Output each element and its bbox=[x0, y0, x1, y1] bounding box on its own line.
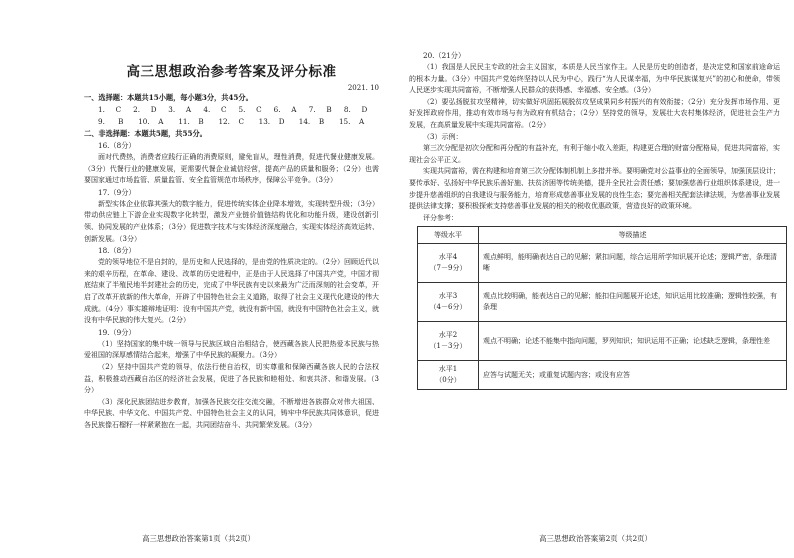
rubric-level-name: 水平1 bbox=[438, 365, 458, 374]
mcq-number: 9. bbox=[98, 117, 105, 126]
rubric-row bbox=[418, 244, 787, 283]
rubric-level-range: （7－9分） bbox=[429, 264, 467, 273]
rubric-intro: 评分参考： bbox=[423, 213, 458, 222]
rubric-level bbox=[418, 283, 479, 322]
rubric-description: 应答与试题无关；或重复试题内容；或没有应答 bbox=[479, 361, 787, 390]
rubric-description: 观点不明确；论述不能集中指向问题，罗列知识；知识运用不正确；论述缺乏逻辑，条理性差 bbox=[479, 322, 787, 361]
mcq-number: 12. bbox=[218, 117, 230, 126]
rubric-level-range: （4－6分） bbox=[429, 303, 467, 312]
mcq-answer: A bbox=[185, 105, 192, 114]
mcq-number: 15. bbox=[338, 117, 351, 126]
mcq-number: 14. bbox=[298, 117, 311, 126]
mcq-number: 13. bbox=[258, 117, 271, 126]
mcq-answer: C bbox=[220, 105, 227, 114]
rubric-level-range: （0分） bbox=[435, 376, 461, 385]
mcq-number: 4. bbox=[203, 105, 211, 114]
rubric-level-name: 水平3 bbox=[438, 292, 458, 301]
question-16-heading: 16.（8分） bbox=[98, 141, 136, 150]
question-18-heading: 18.（8分） bbox=[98, 246, 136, 256]
mcq-number: 7. bbox=[308, 105, 316, 114]
question-20-part-3-label: （3）示例： bbox=[423, 132, 463, 141]
rubric-level bbox=[418, 322, 479, 361]
mcq-answers-row-1 bbox=[84, 104, 379, 116]
question-19-part-3: （3）深化民族团结进步教育，加强各民族交往交流交融，不断增进各族群众对伟大祖国、中华民族、中华文化、中国共产党、中国特色社会主义的认同，铸牢中华民族共同体意识，促进各民族像石榴籽一样紧紧抱在一起，共同团结奋斗、共同繁荣发展。（3分） bbox=[84, 397, 379, 429]
rubric-level bbox=[418, 244, 479, 283]
rubric-header-row bbox=[418, 227, 787, 244]
page-two bbox=[397, 0, 794, 558]
question-20-part-2: （2）要弘扬脱贫攻坚精神，切实做好巩固拓展脱贫攻坚成果同乡村振兴的有效衔接；（2分）充分发挥市场作用、更好发挥政府作用，推动有效市场与有为政府有机结合；（2分）坚持党的领导，发展壮大农村集体经济，促进社会生产力发展，在高质量发展中实现共同富裕。（2分） bbox=[409, 97, 780, 129]
question-18-answer: 党的领导地位不是自封的，是历史和人民选择的，是由党的性质决定的。（2分）回顾近代以来的艰辛历程，在革命、建设、改革的历史进程中，正是由于人民选择了中国共产党，中国才彻底结束了半殖民地半封建社会的历史，完成了中华民族有史以来最为广泛而深刻的社会变革，开启了改革开放新的伟大革命，开辟了中国特色社会主义道路，取得了社会主义现代化建设的伟大成就。（4分）事实雄辩地证明：没有中国共产党，就没有新中国，就没有中国特色社会主义，就没有中华民族的伟大复兴。（2分） bbox=[84, 258, 379, 325]
question-20-example-2: 实现共同富裕，需在构建和培育第三次分配体制机制上多措并举。要明确党对公益事业的全面领导，加强顶层设计；要传承好、弘扬好中华民族乐善好施、扶贫济困等传统美德，提升全民社会责任感；要加强慈善行业组织体系建设，进一步提升慈善组织的自我建设与服务能力，培育形成慈善事业发展的良性生态；要完善相关配套法律法规，为慈善事业发展提供法律支撑；要积极探索支持慈善事业发展的相关的税收优惠政策，营造良好的政策环境。 bbox=[409, 167, 780, 211]
rubric-level-name: 水平2 bbox=[438, 331, 458, 340]
rubric-row bbox=[418, 283, 787, 322]
mcq-answer: B bbox=[326, 105, 332, 114]
mcq-answer: B bbox=[198, 117, 204, 126]
rubric-header-description: 等级描述 bbox=[479, 227, 787, 244]
mcq-number: 8. bbox=[343, 105, 351, 114]
document-title: 高三思想政治参考答案及评分标准 bbox=[126, 64, 337, 80]
section-essay-heading: 二、非选择题：本题共5题，共55分。 bbox=[84, 129, 207, 138]
mcq-answer: B bbox=[318, 117, 325, 126]
rubric-row bbox=[418, 361, 787, 390]
mcq-number: 5. bbox=[238, 105, 246, 114]
question-17-answer: 新型实体企业依靠其强大的数字能力，促进传统实体企业降本增效，实现转型升级；（3分）带动供应链上下游企业实现数字化转型，激发产业链价值链结构优化和功能升级，建设创新引领、协同发展的产业体系；（3分）促进数字技术与实体经济深度融合，实现实体经济高效运转、创新发展。（3分） bbox=[84, 199, 379, 243]
rubric-row bbox=[418, 322, 787, 361]
page-one-footer: 高三思想政治答案第1页（共2页） bbox=[142, 534, 255, 543]
rubric-description: 观点比较明确，能表达自己的见解；能扣住问题展开论述，知识运用比较准确；逻辑性较强，有条理 bbox=[479, 283, 787, 322]
mcq-number: 6. bbox=[273, 105, 281, 114]
mcq-answer: C bbox=[115, 105, 122, 114]
mcq-answer: B bbox=[118, 117, 124, 126]
question-20-heading: 20.（21分） bbox=[423, 51, 466, 60]
section-multiple-choice-heading: 一、选择题：本题共15小题，每小题3分，共45分。 bbox=[84, 93, 253, 102]
mcq-answers-row-2 bbox=[84, 116, 379, 128]
page-two-footer: 高三思想政治答案第2页（共2页） bbox=[539, 534, 652, 543]
mcq-answer: D bbox=[150, 105, 157, 114]
mcq-answer: A bbox=[158, 117, 164, 126]
mcq-number: 10. bbox=[138, 117, 150, 126]
mcq-number: 1. bbox=[98, 105, 105, 114]
question-20-example-1: 第三次分配是初次分配和再分配的有益补充，有利于缩小收入差距，构建更合理的财富分配格局，促进共同富裕，实现社会公平正义。 bbox=[409, 144, 780, 164]
rubric-level-range: （1－3分） bbox=[429, 342, 467, 351]
question-19-part-2: （2）坚持中国共产党的领导，依法行使自治权，切实尊重和保障西藏各族人民的合法权益，积极推动西藏自治区的经济社会发展，促进了各民族和睦相处、和衷共济、和谐发展。（3分） bbox=[84, 362, 379, 395]
mcq-number: 11. bbox=[178, 117, 190, 126]
mcq-answer: C bbox=[256, 105, 262, 114]
mcq-number: 3. bbox=[168, 105, 176, 114]
mcq-answer: A bbox=[359, 117, 365, 126]
question-19-heading: 19.（9分） bbox=[98, 327, 136, 337]
mcq-number: 2. bbox=[133, 105, 140, 114]
question-16-answer: 面对代费热，消费者应践行正确的消费原则，避免盲从，理性消费，促进代餐业健康发展。（3分）代餐行业的健康发展，更需要代餐企业诚信经营，提高产品的质量和服务；（2分）也需要国家通过市场监管、质量监管、安全监管规范市场秩序，保障公平竞争。（3分） bbox=[84, 153, 379, 185]
mcq-answer: A bbox=[291, 105, 297, 114]
rubric-level-name: 水平4 bbox=[438, 253, 458, 262]
rubric-description: 观点鲜明，能明确表达自己的见解；紧扣问题，综合运用所学知识展开论述；逻辑严密，条理清晰 bbox=[479, 244, 787, 283]
question-20-part-1: （1）我国是人民民主专政的社会主义国家，本质是人民当家作主。人民是历史的创造者，是决定党和国家前途命运的根本力量。（3分）中国共产党始终坚持以人民为中心，践行“为人民谋幸福，为中华民族谋复兴”的初心和使命，带领人民逐步实现共同富裕，不断增强人民群众的获得感、幸福感、安全感。（3分） bbox=[409, 63, 780, 95]
document-date: 2021. 10 bbox=[347, 84, 379, 92]
rubric-table bbox=[417, 226, 787, 390]
mcq-answer: D bbox=[278, 117, 285, 126]
question-17-heading: 17.（9分） bbox=[98, 187, 136, 197]
rubric-header-level: 等级水平 bbox=[418, 227, 479, 244]
rubric-level bbox=[418, 361, 479, 390]
mcq-answer: C bbox=[238, 117, 245, 126]
question-19-part-1: （1）坚持国家的集中统一领导与民族区域自治相结合，使西藏各族人民把热爱本民族与热爱祖国的深厚感情结合起来，增强了中华民族的凝聚力。（3分） bbox=[84, 339, 379, 360]
mcq-answer: D bbox=[361, 105, 368, 114]
